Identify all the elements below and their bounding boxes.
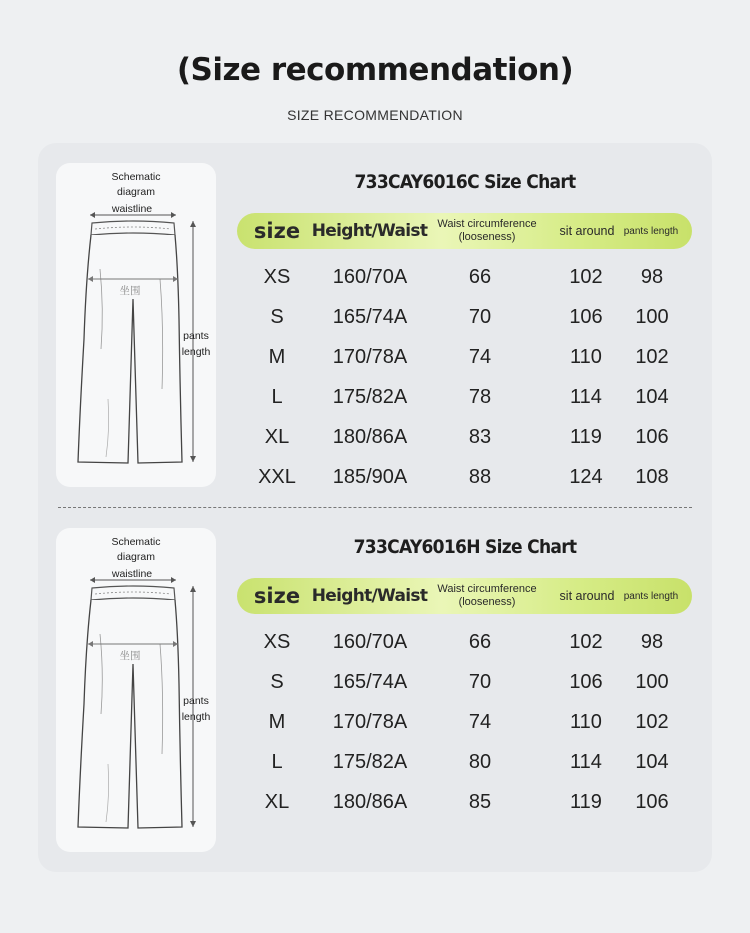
- table-row: [0, 622, 750, 662]
- table-cell: 102: [569, 266, 603, 288]
- table-cell: 66: [468, 266, 492, 288]
- table-cell: 106: [569, 306, 603, 328]
- table-cell: 78: [468, 386, 492, 408]
- pants-length-label: pants: [183, 695, 209, 707]
- table-cell: 170/78A: [332, 346, 408, 368]
- table-cell: 114: [570, 386, 602, 408]
- table-cell: 110: [570, 346, 602, 368]
- table-cell: M: [268, 346, 286, 368]
- table-cell: 102: [635, 711, 669, 733]
- table-cell: 160/70A: [332, 266, 408, 288]
- size-chart-section: [0, 528, 750, 858]
- header-waist-line2: (looseness): [458, 231, 516, 243]
- hip-label: 坐围: [119, 650, 141, 662]
- table-cell: L: [271, 751, 283, 773]
- header-sit-around: sit around: [559, 588, 615, 603]
- table-cell: 104: [635, 386, 669, 408]
- table-cell: 185/90A: [332, 466, 408, 488]
- size-chart-section: [0, 163, 750, 493]
- table-cell: 108: [635, 466, 669, 488]
- table-row: [0, 662, 750, 702]
- table-cell: XS: [263, 631, 291, 653]
- header-waist-line1: Waist circumference: [437, 218, 537, 230]
- table-cell: 83: [468, 426, 492, 448]
- pants-length-label: length: [181, 346, 211, 358]
- table-cell: 175/82A: [332, 386, 408, 408]
- table-cell: M: [268, 711, 286, 733]
- header-waist-line1: Waist circumference: [437, 583, 537, 595]
- table-cell: 104: [635, 751, 669, 773]
- table-cell: 100: [635, 306, 669, 328]
- table-cell: 110: [570, 711, 602, 733]
- table-cell: 180/86A: [332, 791, 408, 813]
- table-cell: 175/82A: [332, 751, 408, 773]
- table-cell: 98: [640, 266, 664, 288]
- table-cell: 85: [468, 791, 492, 813]
- header-waist: [427, 578, 547, 614]
- table-cell: 74: [468, 346, 492, 368]
- table-cell: S: [270, 671, 284, 693]
- table-row: [0, 297, 750, 337]
- table-cell: XXL: [258, 466, 296, 488]
- table-cell: 170/78A: [332, 711, 408, 733]
- table-cell: 180/86A: [332, 426, 408, 448]
- table-cell: 66: [468, 631, 492, 653]
- size-chart-title: 733CAY6016C Size Chart: [354, 171, 576, 193]
- table-cell: 165/74A: [332, 306, 408, 328]
- waistline-label: waistline: [111, 203, 153, 215]
- table-cell: 106: [569, 671, 603, 693]
- table-cell: 160/70A: [332, 631, 408, 653]
- diagram-label: Schematic: [111, 171, 161, 183]
- table-cell: 106: [635, 791, 669, 813]
- size-chart-title: 733CAY6016H Size Chart: [353, 536, 577, 558]
- header-sit-around: sit around: [559, 223, 615, 238]
- page-subtitle: SIZE RECOMMENDATION: [287, 107, 463, 123]
- diagram-label: diagram: [117, 186, 155, 198]
- diagram-label: Schematic: [111, 536, 161, 548]
- waistline-label: waistline: [111, 568, 153, 580]
- table-cell: 100: [635, 671, 669, 693]
- table-cell: XS: [263, 266, 291, 288]
- table-row: [0, 337, 750, 377]
- table-cell: 80: [468, 751, 492, 773]
- table-cell: L: [271, 386, 283, 408]
- header-pants-length: pants length: [623, 590, 679, 602]
- header-size: size: [253, 218, 301, 243]
- table-cell: 88: [468, 466, 492, 488]
- table-row: [0, 457, 750, 497]
- header-height-waist: Height/Waist: [311, 585, 428, 606]
- table-row: [0, 782, 750, 822]
- table-row: [0, 702, 750, 742]
- table-cell: 119: [570, 426, 602, 448]
- table-cell: S: [270, 306, 284, 328]
- table-row: [0, 742, 750, 782]
- table-cell: 74: [468, 711, 492, 733]
- page-title: (Size recommendation): [176, 52, 574, 88]
- diagram-label: diagram: [117, 551, 155, 563]
- table-cell: 102: [635, 346, 669, 368]
- table-header: [237, 213, 692, 249]
- header-waist: [427, 213, 547, 249]
- table-row: [0, 257, 750, 297]
- hip-label: 坐围: [119, 285, 141, 297]
- table-cell: 119: [570, 791, 602, 813]
- table-cell: XL: [264, 426, 290, 448]
- table-cell: 106: [635, 426, 669, 448]
- header-size: size: [253, 583, 301, 608]
- pants-length-label: pants: [183, 330, 209, 342]
- table-cell: 114: [570, 751, 602, 773]
- table-cell: XL: [264, 791, 290, 813]
- table-cell: 70: [468, 671, 492, 693]
- table-header: [237, 578, 692, 614]
- table-cell: 102: [569, 631, 603, 653]
- section-divider: [58, 507, 692, 508]
- table-row: [0, 377, 750, 417]
- header-pants-length: pants length: [623, 225, 679, 237]
- table-cell: 165/74A: [332, 671, 408, 693]
- table-row: [0, 417, 750, 457]
- header-height-waist: Height/Waist: [311, 220, 428, 241]
- table-cell: 98: [640, 631, 664, 653]
- table-cell: 70: [468, 306, 492, 328]
- header-waist-line2: (looseness): [458, 596, 516, 608]
- pants-length-label: length: [181, 711, 211, 723]
- table-cell: 124: [569, 466, 603, 488]
